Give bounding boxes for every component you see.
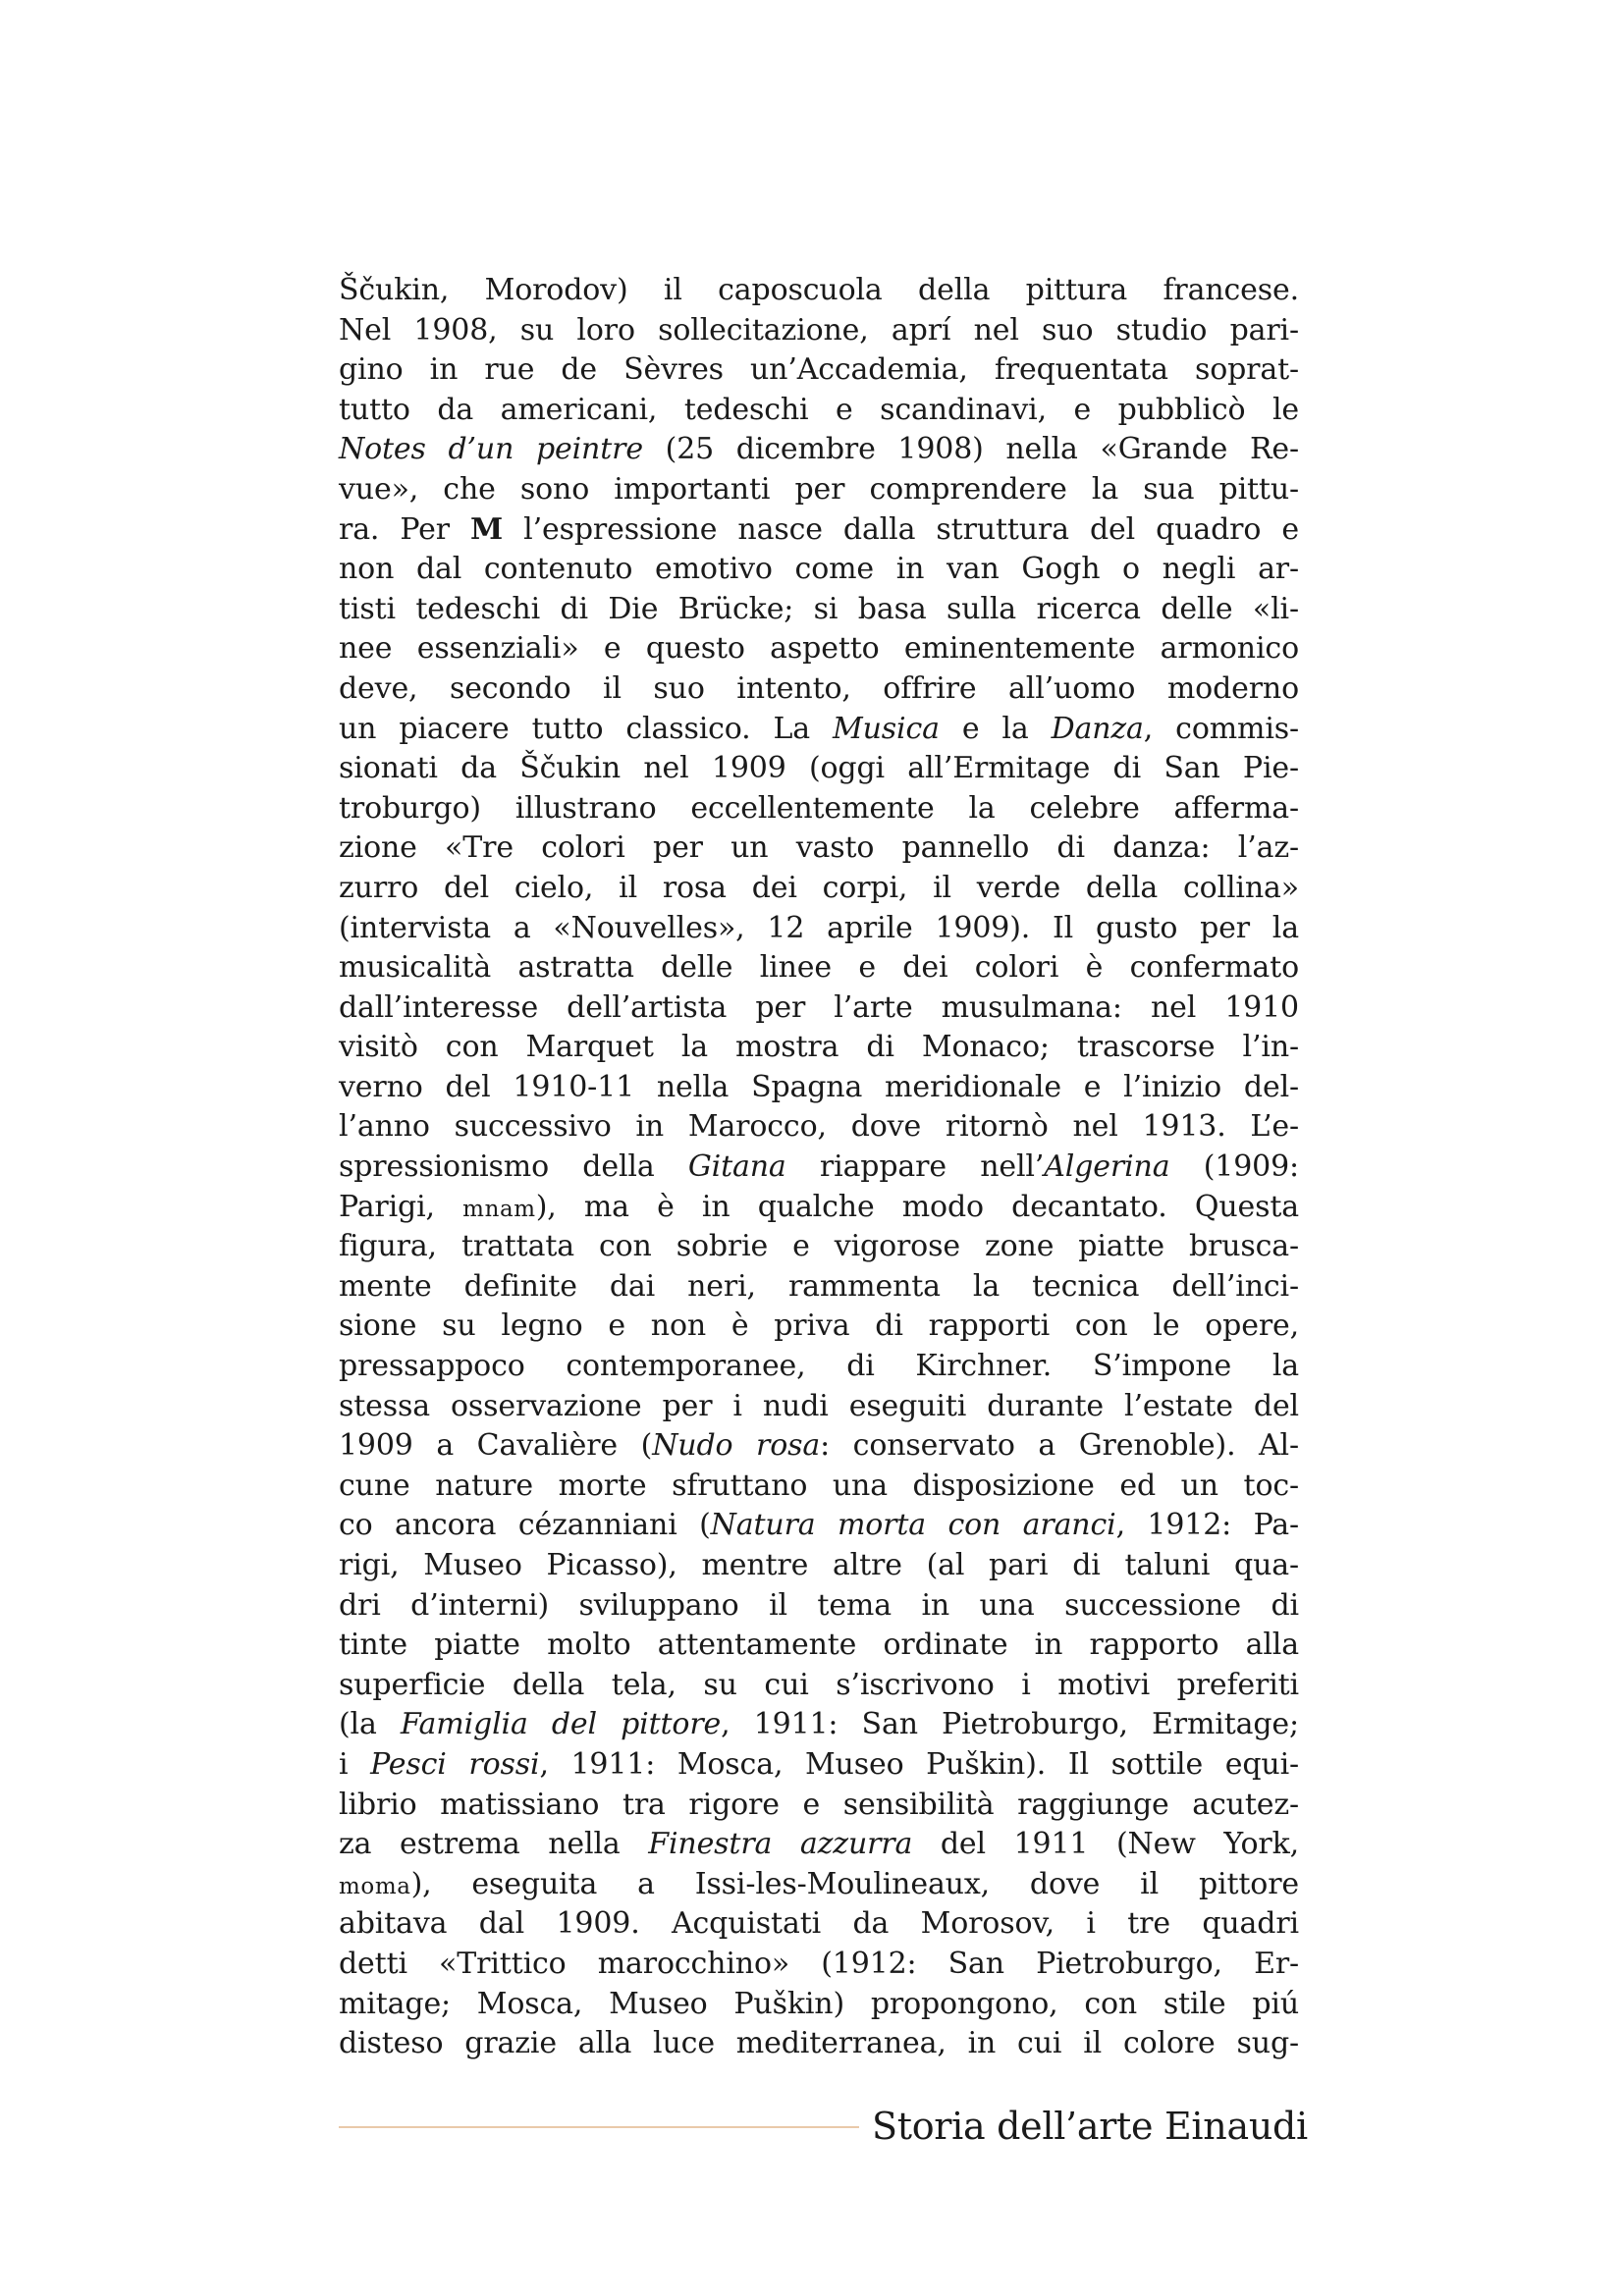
text-run: deve, secondo il suo intento, offrire all’uomo moderno [339,670,1299,706]
text-run: ), eseguita a Issi-les-Moulineaux, dove il pittore [410,1866,1299,1901]
text-line [339,1546,1299,1586]
text-line [339,828,1299,869]
text-run: (25 dicembre 1908) nella «Grande Re- [642,432,1299,467]
text-run: riappare nell’ [785,1149,1045,1185]
text-run: (la [339,1707,401,1742]
text-line [339,1705,1299,1745]
text-run: Finestra azzurra [648,1827,913,1862]
text-run: Pesci rossi [370,1746,540,1782]
text-run: vue», che sono importanti per comprendere la sua pittu- [339,471,1299,507]
text-run: mitage; Mosca, Museo Puškin) propongono, con stile piú [339,1986,1299,2021]
text-run: co ancora cézanniani ( [339,1508,711,1543]
text-line [339,869,1299,909]
footer-title: Storia dell’arte Einaudi [872,2105,1308,2148]
text-line [339,1028,1299,1068]
text-line [339,988,1299,1029]
text-run: visitò con Marquet la mostra di Monaco; trascorse l’in- [339,1030,1299,1065]
footer-rule [339,2126,859,2128]
text-line [339,1786,1299,1826]
text-line [339,948,1299,988]
text-run: Algerina [1044,1149,1170,1185]
text-line [339,1068,1299,1108]
text-run: , 1911: Mosca, Museo Puškin). Il sottile equi- [539,1746,1299,1782]
text-run: Musica [833,711,940,746]
text-run: mnam [462,1196,536,1222]
text-run: : conservato a Grenoble). Al- [820,1428,1299,1464]
text-run: abitava dal 1909. Acquistati da Morosov, i tre quadri [339,1906,1299,1942]
text-run: tisti tedeschi di Die Brücke; si basa sulla ricerca delle «li- [339,591,1299,626]
text-run: musicalità astratta delle linee e dei colori è confermato [339,950,1299,986]
text-run: verno del 1910-11 nella Spagna meridionale e l’inizio del- [339,1069,1299,1104]
text-line [339,1586,1299,1627]
text-run: Danza [1051,711,1144,746]
text-run: (1909: [1169,1149,1299,1185]
text-line [339,1148,1299,1188]
text-run: zurro del cielo, il rosa dei corpi, il verde della collina» [339,870,1299,905]
text-line [339,590,1299,630]
text-run: stessa osservazione per i nudi eseguiti durante l’estate del [339,1388,1299,1423]
text-line [339,311,1299,351]
text-line [339,550,1299,590]
text-line [339,1506,1299,1546]
text-run: pressappoco contemporanee, di Kirchner. S’impone la [339,1349,1299,1384]
text-run: moma [339,1873,411,1899]
text-run: Gitana [687,1149,786,1185]
text-line [339,271,1299,311]
text-run: troburgo) illustrano eccellentemente la celebre afferma- [339,790,1299,826]
text-run: nee essenziali» e questo aspetto eminentemente armonico [339,631,1299,667]
text-run: un piacere tutto classico. La [339,711,834,746]
text-line [339,470,1299,510]
text-run: Notes d’un peintre [339,432,643,467]
text-line [339,1467,1299,1507]
text-line [339,1985,1299,2025]
text-run: sionati da Ščukin nel 1909 (oggi all’Ermitage di San Pie- [339,751,1299,786]
text-run: del 1911 (New York, [912,1827,1299,1862]
text-run: , 1911: San Pietroburgo, Ermitage; [721,1707,1299,1742]
text-line [339,1307,1299,1347]
text-run: superficie della tela, su cui s’iscrivono i motivi preferiti [339,1667,1299,1702]
text-line [339,669,1299,710]
text-line [339,1626,1299,1666]
text-run: Famiglia del pittore [400,1707,722,1742]
text-run: disteso grazie alla luce mediterranea, in cui il colore sug- [339,2026,1299,2061]
text-line [339,629,1299,669]
text-line [339,1188,1299,1228]
text-run: rigi, Museo Picasso), mentre altre (al pari di taluni qua- [339,1548,1299,1582]
text-line [339,749,1299,789]
text-run: sione su legno e non è priva di rapporti con le opere, [339,1308,1299,1344]
text-run: Nel 1908, su loro sollecitazione, aprí nel suo studio pari- [339,312,1299,347]
text-line [339,1904,1299,1945]
text-line [339,510,1299,551]
text-run: figura, trattata con sobrie e vigorose zone piatte brusca- [339,1229,1299,1264]
text-line [339,789,1299,829]
text-run: non dal contenuto emotivo come in van Gogh o negli ar- [339,552,1299,587]
text-line [339,350,1299,391]
text-run: tutto da americani, tedeschi e scandinavi, e pubblicò le [339,392,1299,427]
text-run: Parigi, [339,1189,463,1224]
text-run: ra. Per [339,511,470,547]
text-run: spressionismo della [339,1149,688,1185]
text-line [339,430,1299,470]
text-line [339,1825,1299,1865]
text-run: dall’interesse dell’artista per l’arte musulmana: nel 1910 [339,989,1299,1025]
text-run: , 1912: Pa- [1115,1508,1299,1543]
text-run: i [339,1746,371,1782]
text-line [339,1426,1299,1467]
text-line [339,1227,1299,1267]
text-run: e la [939,711,1052,746]
text-line [339,1945,1299,1985]
text-run: cune nature morte sfruttano una disposizione ed un toc- [339,1468,1299,1503]
text-line [339,1865,1299,1905]
text-run: l’espressione nasce dalla struttura del quadro e [503,511,1299,547]
text-run: , commis- [1143,711,1299,746]
text-run: dri d’interni) sviluppano il tema in una successione di [339,1587,1299,1623]
text-run: (intervista a «Nouvelles», 12 aprile 1909). Il gusto per la [339,910,1299,945]
text-line [339,1347,1299,1387]
text-run: mente definite dai neri, rammenta la tecnica dell’inci- [339,1268,1299,1304]
text-run: Nudo rosa [652,1428,821,1464]
text-run: l’anno successivo in Marocco, dove ritornò nel 1913. L’e- [339,1109,1299,1145]
text-run: zione «Tre colori per un vasto pannello di danza: l’az- [339,830,1299,866]
text-line [339,1107,1299,1148]
text-line [339,909,1299,949]
text-run: librio matissiano tra rigore e sensibilità raggiunge acutez- [339,1787,1299,1822]
text-run: tinte piatte molto attentamente ordinate in rapporto alla [339,1628,1299,1663]
text-run: M [470,511,504,547]
text-line [339,1666,1299,1706]
text-line [339,391,1299,431]
text-line [339,1387,1299,1427]
text-run: gino in rue de Sèvres un’Accademia, frequentata soprat- [339,352,1299,388]
text-line [339,710,1299,750]
text-run: 1909 a Cavalière ( [339,1428,653,1464]
text-line [339,2024,1299,2064]
text-line [339,1267,1299,1308]
text-line [339,1745,1299,1786]
text-run: za estrema nella [339,1827,649,1862]
text-run: detti «Trittico marocchino» (1912: San Pietroburgo, Er- [339,1946,1299,1981]
text-run: Ščukin, Morodov) il caposcuola della pittura francese. [339,273,1299,307]
text-run: Natura morta con aranci [710,1508,1116,1543]
body-text [339,271,1299,2064]
text-run: ), ma è in qualche modo decantato. Questa [535,1189,1299,1224]
